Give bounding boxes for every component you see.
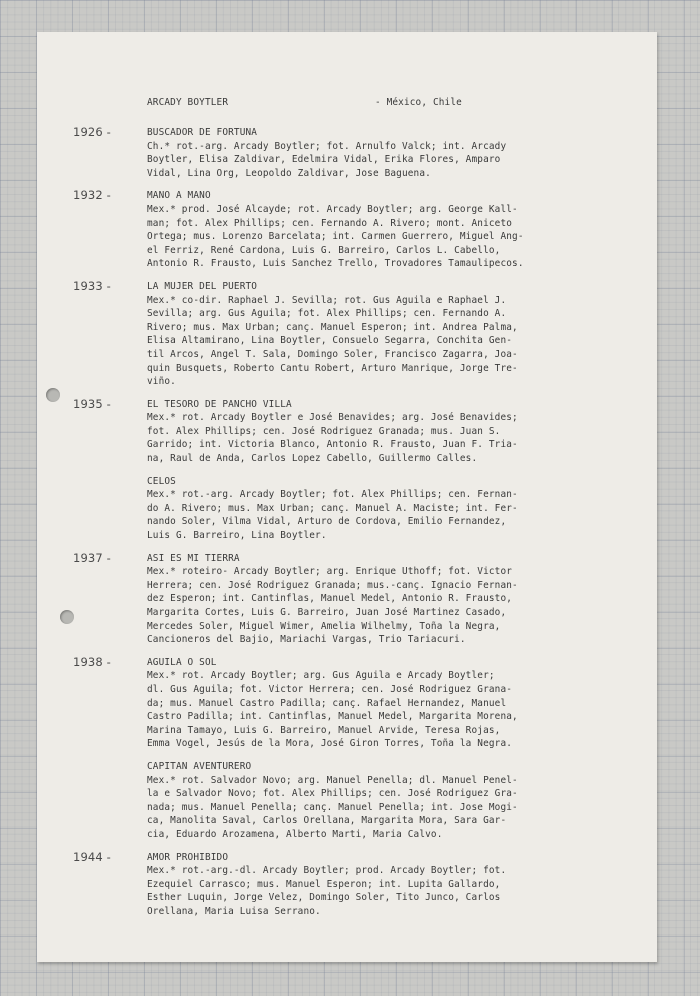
film-credits: Mex.* rot. Arcady Boytler; arg. Gus Aguila e Arcady Boytler; dl. Gus Aguila; fot. Victor Herrera; cen. José Rodriguez Grana- da; mus. Manuel Castro Padilla; canç. Rafael Hernandez, Manuel Castro Padilla; int. Cantinflas, Manuel Medel, Margarita Morena, Marina Tamayo, Luis G. Barreiro, Manuel Arvide, Teresa Rojas, Emma Vogel, Jesús de la Mora, José Giron Torres, Toña la Negra. (147, 670, 518, 750)
film-entry (147, 656, 657, 751)
document-sheet (37, 32, 657, 962)
film-entry (147, 398, 657, 466)
film-credits: Mex.* rot. Arcady Boytler e José Benavides; arg. José Benavides; fot. Alex Phillips; cen. José Rodriguez Granada; mus. Juan S. Garrido; int. Victoria Blanco, Antonio R. Frausto, Juan F. Tria- na, Raul de Anda, Carlos Lopez Cabello, Guillermo Calles. (147, 412, 518, 465)
film-title: AGUILA O SOL (147, 656, 217, 668)
entry-year: 1944 - (73, 849, 111, 864)
entry-year: 1935 - (73, 396, 111, 411)
countries: - México, Chile (375, 97, 462, 108)
film-title: ASI ES MI TIERRA (147, 552, 240, 564)
film-title: LA MUJER DEL PUERTO (147, 280, 258, 292)
director-name: ARCADY BOYTLER (147, 97, 229, 108)
year-entry-1944 (73, 849, 657, 919)
entry-year: 1937 - (73, 550, 111, 565)
entry-year: 1938 - (73, 654, 111, 669)
film-credits: Mex.* roteiro- Arcady Boytler; arg. Enrique Uthoff; fot. Victor Herrera; cen. José Rodriguez Granada; mus.-canç. Ignacio Fernan- dez Esperon; int. Cantinflas, Manuel Medel, Antonio R. Frausto, Margarita Cortes, Luis G. Barreiro, Juan José Martinez Casado, Mercedes Soler, Miguel Wimer, Amelia Wilhelmy, Toña la Negra, Cancioneros del Bajio, Mariachi Vargas, Trio Tariacuri. (147, 566, 518, 646)
film-title: MANO A MANO (147, 190, 211, 202)
film-entry (147, 475, 657, 543)
film-entry (147, 189, 657, 271)
film-title: CELOS (147, 475, 176, 487)
film-entry (147, 851, 657, 919)
entry-year: 1932 - (73, 188, 111, 203)
film-credits: Mex.* rot.-arg.-dl. Arcady Boytler; prod. Arcady Boytler; fot. Ezequiel Carrasco; mus. Manuel Esperon; int. Lupita Gallardo, Esther Luquin, Jorge Velez, Domingo Soler, Tito Junco, Carlos Orellana, Maria Luisa Serrano. (147, 865, 507, 917)
entry-year: 1926 - (73, 125, 111, 139)
film-credits: Mex.* prod. José Alcayde; rot. Arcady Boytler; arg. George Kall- man; fot. Alex Phillips; cen. Fernando A. Rivero; mont. Aniceto Ortega; mus. Lorenzo Barcelata; int. Carmen Guerrero, Miguel Ang- el Ferriz, René Cardona, Luis G. Barreiro, Carlos L. Cabello, Antonio R. Frausto, Luis Sanchez Trello, Trovadores Tamaulipecos. (147, 203, 524, 270)
film-entry (147, 280, 657, 389)
film-entry (147, 552, 657, 647)
punch-hole (46, 388, 60, 402)
year-entry-1938 (73, 654, 657, 842)
year-entry-1935 (73, 396, 657, 543)
film-title: AMOR PROHIBIDO (147, 851, 229, 863)
year-entry-1926 (73, 125, 657, 180)
year-entry-1937 (73, 550, 657, 647)
film-entry (147, 126, 657, 180)
filmography-text (73, 96, 657, 927)
year-entry-1933 (73, 278, 657, 389)
film-credits: Mex.* rot. Salvador Novo; arg. Manuel Penella; dl. Manuel Penel- la e Salvador Novo; fot. Alex Phillips; cen. José Rodriguez Gra- nada; mus. Manuel Penella; canç. Manuel Penella; int. Jose Mogi- ca, Manolita Saval, Carlos Orellana, Margarita Mora, Sara Gar- cia, Eduardo Arozamena, Alberto Marti, Maria Calvo. (147, 774, 518, 840)
entry-year: 1933 - (73, 278, 111, 293)
film-title: CAPITAN AVENTURERO (147, 760, 252, 772)
film-credits: Mex.* co-dir. Raphael J. Sevilla; rot. Gus Aguila e Raphael J. Sevilla; arg. Gus Aguila; fot. Alex Phillips; cen. Fernando A. Rivero; mus. Max Urban; canç. Manuel Esperon; int. Andrea Palma, Elisa Altamirano, Lina Boytler, Consuelo Segarra, Conchita Gen- til Arcos, Angel T. Sala, Domingo Soler, Francisco Zagarra, Joa- quin Busquets, Roberto Cantu Robert, Arturo Manrique, Jorge Tre- viño. (147, 294, 518, 388)
film-title: EL TESORO DE PANCHO VILLA (147, 398, 292, 410)
film-credits: Mex.* rot.-arg. Arcady Boytler; fot. Alex Phillips; cen. Fernan- do A. Rivero; mus. Max Urban; canç. Manuel A. Maciste; int. Fer- nando Soler, Vilma Vidal, Arturo de Cordova, Emilio Fernandez, Luis G. Barreiro, Lina Boytler. (147, 489, 518, 542)
document-header (147, 96, 657, 112)
punch-hole (60, 610, 74, 624)
film-entry (147, 760, 657, 842)
film-title: BUSCADOR DE FORTUNA (147, 127, 258, 138)
year-entry-1932 (73, 188, 657, 271)
film-credits: Ch.* rot.-arg. Arcady Boytler; fot. Arnulfo Valck; int. Arcady Boytler, Elisa Zaldivar, Edelmira Vidal, Erika Flores, Amparo Vidal, Lina Org, Leopoldo Zaldivar, Jose Baguena. (147, 140, 507, 179)
